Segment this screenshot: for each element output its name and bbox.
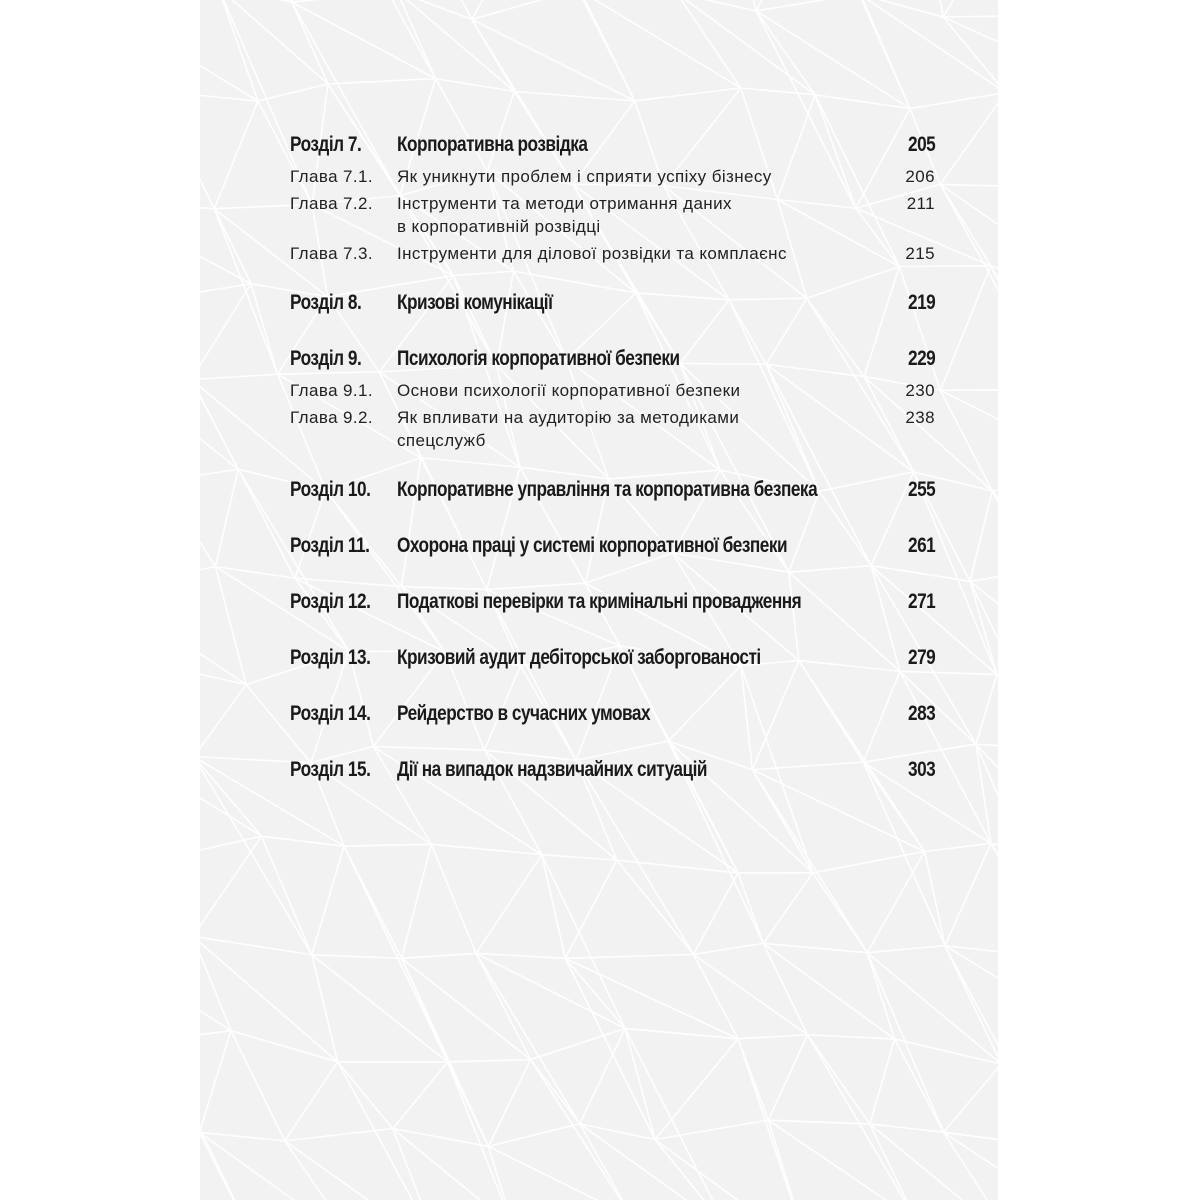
pattern-line	[625, 1028, 738, 1038]
pattern-line	[200, 1132, 261, 1200]
section-title: Дії на випадок надзвичайних ситуацій	[397, 758, 707, 781]
chapter-label: Глава 9.2.	[290, 408, 373, 427]
toc-chapter[interactable]	[290, 379, 935, 402]
section-page-number: 261	[907, 534, 935, 557]
pattern-line	[200, 201, 251, 284]
pattern-line	[738, 873, 763, 944]
pattern-line	[815, 95, 910, 109]
pattern-line	[945, 843, 991, 945]
pattern-line	[945, 946, 998, 1147]
toc-section[interactable]	[290, 754, 935, 790]
pattern-line	[944, 1132, 998, 1200]
pattern-line	[542, 855, 565, 959]
section-title: Кризові комунікації	[397, 291, 553, 314]
pattern-line	[200, 1132, 285, 1141]
pattern-line	[476, 953, 530, 1059]
chapter-page-number: 238	[905, 408, 935, 427]
pattern-line	[565, 958, 655, 1139]
pattern-line	[338, 1062, 393, 1129]
pattern-line	[738, 1035, 807, 1039]
pattern-line	[578, 0, 635, 101]
pattern-line	[312, 846, 344, 955]
pattern-line	[741, 88, 815, 95]
pattern-line	[218, 0, 292, 2]
pattern-line	[580, 1124, 632, 1200]
pattern-line	[344, 844, 431, 846]
chapter-title: Основи психології корпоративної безпеки	[397, 381, 741, 400]
pattern-line	[338, 1062, 441, 1200]
pattern-line	[768, 1120, 809, 1200]
pattern-line	[402, 953, 476, 958]
pattern-line	[992, 475, 998, 491]
pattern-line	[218, 0, 258, 101]
section-page-number: 205	[907, 133, 935, 156]
section-spacer	[290, 678, 935, 698]
toc-chapter[interactable]	[290, 242, 935, 265]
pattern-line	[488, 1060, 530, 1147]
pattern-line	[200, 469, 238, 480]
pattern-line	[768, 1035, 807, 1120]
pattern-line	[285, 1062, 338, 1141]
pattern-line	[200, 1031, 231, 1133]
pattern-line	[867, 953, 894, 1039]
toc-section[interactable]	[290, 287, 935, 323]
pattern-line	[992, 491, 998, 681]
pattern-line	[940, 93, 998, 185]
pattern-line	[200, 589, 246, 685]
pattern-line	[200, 757, 262, 836]
pattern-line	[944, 1064, 998, 1132]
pattern-line	[530, 1028, 625, 1059]
pattern-line	[200, 91, 214, 209]
pattern-line	[231, 1031, 338, 1062]
pattern-line	[476, 953, 565, 958]
pattern-line	[488, 1124, 579, 1147]
chapter-label: Глава 9.1.	[290, 381, 373, 400]
section-label: Розділ 13.	[290, 646, 371, 669]
chapter-page-number: 230	[905, 381, 935, 400]
pattern-line	[328, 79, 436, 84]
pattern-line	[617, 860, 738, 873]
pattern-line	[807, 1035, 894, 1039]
pattern-line	[925, 843, 991, 851]
section-label: Розділ 11.	[290, 534, 370, 557]
pattern-line	[635, 88, 741, 101]
section-spacer	[290, 323, 935, 343]
pattern-line	[756, 11, 910, 109]
section-page-number: 279	[907, 646, 935, 669]
section-page-number: 271	[907, 590, 935, 613]
pattern-line	[763, 873, 812, 944]
pattern-line	[859, 0, 998, 93]
pattern-line	[448, 1060, 531, 1062]
pattern-line	[285, 1141, 357, 1200]
pattern-line	[870, 1124, 917, 1200]
section-label: Розділ 10.	[290, 478, 371, 501]
pattern-line	[693, 943, 763, 954]
pattern-line	[763, 943, 894, 1039]
pattern-line	[768, 1120, 869, 1124]
pattern-line	[200, 567, 215, 589]
pattern-line	[693, 873, 738, 954]
toc-chapter[interactable]	[290, 406, 935, 452]
section-page-number: 283	[907, 702, 935, 725]
pattern-line	[943, 0, 998, 17]
section-label: Розділ 12.	[290, 590, 371, 613]
table-of-contents	[290, 129, 935, 790]
pattern-line	[625, 1028, 655, 1139]
pattern-line	[200, 380, 238, 470]
section-page-number: 219	[907, 291, 935, 314]
pattern-line	[312, 955, 448, 1062]
pattern-line	[262, 836, 344, 846]
pattern-line	[817, 0, 910, 109]
toc-section[interactable]	[290, 698, 935, 734]
pattern-line	[693, 954, 738, 1038]
pattern-line	[200, 936, 312, 954]
section-page-number: 303	[907, 758, 935, 781]
pattern-line	[738, 1039, 809, 1200]
section-label: Розділ 9.	[290, 347, 362, 370]
chapter-label: Глава 7.1.	[290, 167, 373, 186]
pattern-line	[488, 1146, 632, 1200]
pattern-line	[214, 101, 258, 209]
chapter-page-number: 206	[905, 167, 935, 186]
pattern-line	[393, 1129, 441, 1200]
pattern-line	[655, 1139, 728, 1200]
pattern-line	[258, 84, 328, 101]
pattern-line	[231, 1031, 285, 1141]
toc-section[interactable]	[290, 642, 935, 678]
pattern-line	[940, 184, 998, 389]
pattern-line	[578, 0, 741, 88]
pattern-line	[565, 954, 693, 958]
toc-section[interactable]	[290, 474, 935, 510]
pattern-line	[200, 1040, 261, 1200]
section-spacer	[290, 456, 935, 474]
chapter-label: Глава 7.3.	[290, 244, 373, 263]
pattern-line	[870, 1124, 944, 1132]
pattern-line	[472, 0, 578, 19]
pattern-line	[756, 11, 815, 95]
toc-chapter[interactable]	[290, 165, 935, 188]
pattern-line	[251, 284, 278, 374]
pattern-line	[514, 91, 634, 100]
pattern-line	[312, 955, 402, 959]
chapter-title: Інструменти та методи отримання даних в корпоративній розвідці	[397, 194, 732, 236]
pattern-line	[200, 1031, 231, 1041]
pattern-line	[807, 1035, 869, 1124]
pattern-line	[655, 1039, 738, 1140]
section-title: Психологія корпоративної безпеки	[397, 347, 680, 370]
pattern-line	[200, 374, 278, 379]
pattern-line	[565, 860, 616, 958]
section-title: Податкові перевірки та кримінальні провадження	[397, 590, 802, 613]
pattern-line	[813, 873, 867, 953]
pattern-line	[763, 943, 867, 952]
pattern-line	[393, 1062, 448, 1129]
section-spacer	[290, 622, 935, 642]
pattern-line	[200, 936, 231, 1030]
pattern-line	[200, 481, 215, 567]
pattern-line	[200, 836, 262, 936]
pattern-line	[200, 685, 246, 757]
pattern-line	[991, 266, 998, 475]
toc-section[interactable]	[290, 530, 935, 566]
pattern-line	[763, 943, 807, 1034]
pattern-line	[976, 675, 997, 745]
section-label: Розділ 7.	[290, 133, 362, 156]
pattern-line	[617, 860, 694, 954]
pattern-line	[215, 567, 294, 578]
section-title: Кризовий аудит дебіторської заборгованості	[397, 646, 761, 669]
pattern-line	[970, 491, 992, 581]
chapter-page-number: 215	[905, 244, 935, 263]
pattern-line	[402, 844, 432, 958]
toc-section[interactable]	[290, 129, 935, 165]
pattern-line	[895, 1039, 944, 1132]
pattern-line	[992, 491, 998, 568]
section-page-number: 229	[907, 347, 935, 370]
chapter-title: Як уникнути проблем і сприяти успіху бізнесу	[397, 167, 772, 186]
pattern-line	[565, 958, 738, 1038]
pattern-line	[991, 843, 998, 1049]
pattern-line	[542, 855, 617, 860]
pattern-line	[344, 846, 448, 1062]
pattern-line	[870, 1039, 895, 1124]
pattern-line	[945, 946, 998, 1064]
pattern-line	[693, 954, 807, 1034]
pattern-line	[292, 2, 328, 84]
pattern-line	[910, 93, 998, 109]
pattern-line	[292, 0, 397, 2]
pattern-line	[312, 955, 338, 1062]
section-label: Розділ 8.	[290, 291, 362, 314]
book-page	[200, 0, 998, 1200]
section-spacer	[290, 734, 935, 754]
pattern-line	[530, 1060, 579, 1124]
chapter-label: Глава 7.2.	[290, 194, 373, 213]
pattern-line	[925, 851, 945, 945]
pattern-line	[402, 958, 531, 1059]
pattern-line	[756, 0, 859, 11]
pattern-line	[200, 1132, 356, 1200]
pattern-line	[393, 1129, 489, 1147]
pattern-line	[431, 844, 541, 854]
pattern-line	[867, 946, 945, 953]
section-title: Корпоративна розвідка	[397, 133, 588, 156]
pattern-line	[655, 1120, 768, 1139]
pattern-line	[867, 953, 943, 1133]
chapter-title: Інструменти для ділової розвідки та комплаєнс	[397, 244, 787, 263]
pattern-line	[807, 1035, 916, 1200]
pattern-line	[580, 1028, 625, 1123]
pattern-line	[215, 469, 238, 566]
section-title: Корпоративне управління та корпоративна безпека	[397, 478, 818, 501]
pattern-line	[476, 855, 542, 954]
pattern-line	[214, 209, 251, 284]
pattern-line	[940, 184, 998, 187]
pattern-line	[991, 843, 998, 959]
section-label: Розділ 15.	[290, 758, 371, 781]
pattern-line	[940, 266, 990, 390]
toc-chapter[interactable]	[290, 192, 935, 238]
pattern-line	[943, 15, 998, 17]
pattern-line	[768, 1120, 916, 1200]
section-spacer	[290, 510, 935, 530]
toc-section[interactable]	[290, 586, 935, 622]
section-page-number: 255	[907, 478, 935, 501]
pattern-line	[542, 855, 625, 1029]
chapter-page-number: 211	[906, 194, 935, 213]
pattern-line	[940, 390, 998, 475]
chapter-title: Як впливати на аудиторію за методиками спецслужб	[397, 408, 740, 450]
pattern-line	[448, 1062, 489, 1146]
pattern-line	[945, 946, 998, 960]
pattern-line	[944, 1132, 998, 1200]
pattern-line	[655, 1139, 809, 1200]
pattern-line	[397, 0, 436, 79]
pattern-line	[970, 568, 998, 582]
section-spacer	[290, 269, 935, 287]
pattern-line	[262, 836, 312, 955]
section-label: Розділ 14.	[290, 702, 371, 725]
pattern-line	[200, 284, 251, 380]
pattern-line	[940, 390, 998, 391]
section-title: Охорона праці у системі корпоративної безпеки	[397, 534, 788, 557]
pattern-line	[431, 844, 476, 953]
pattern-line	[940, 390, 992, 491]
pattern-line	[867, 851, 924, 952]
pattern-line	[997, 675, 998, 749]
toc-section[interactable]	[290, 343, 935, 379]
pattern-line	[677, 0, 815, 95]
section-title: Рейдерство в сучасних умовах	[397, 702, 651, 725]
pattern-line	[238, 469, 295, 578]
section-spacer	[290, 566, 935, 586]
pattern-line	[677, 0, 741, 88]
